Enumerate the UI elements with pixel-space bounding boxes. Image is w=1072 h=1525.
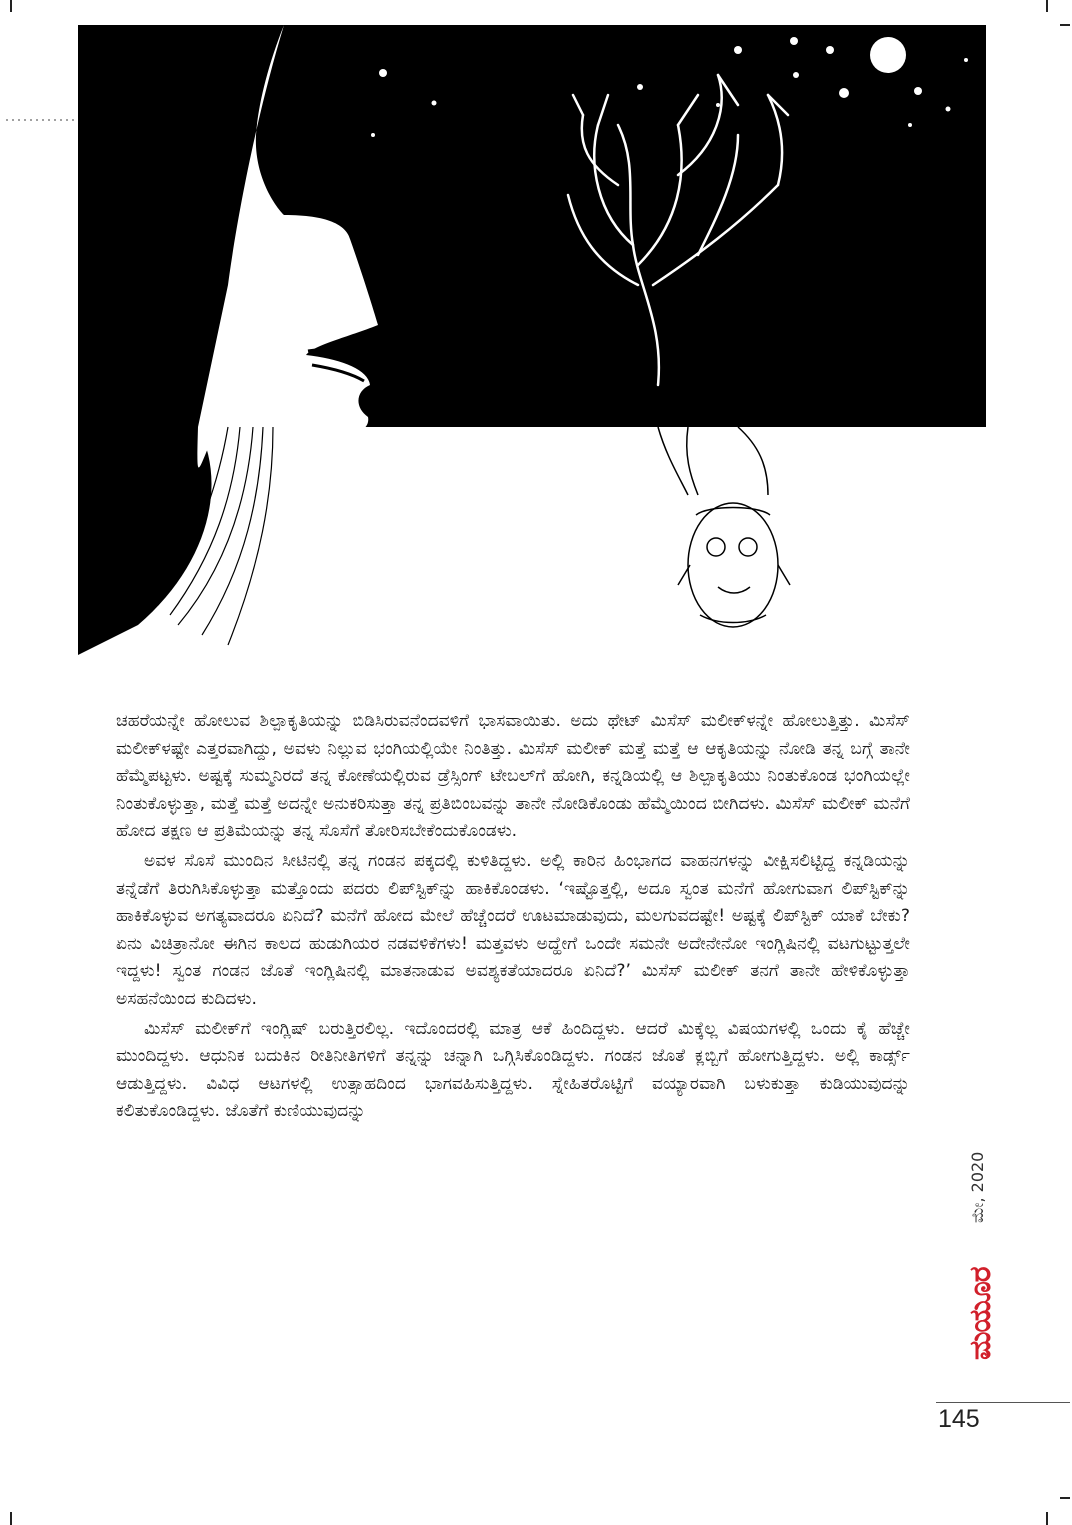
page-number-rule [936,1402,1070,1403]
story-illustration [78,25,986,657]
issue-date: ಮೇ, 2020 [968,1151,987,1223]
article-paragraph: ಮಿಸೆಸ್ ಮಲೀಕ್‌ಗೆ ಇಂಗ್ಲಿಷ್ ಬರುತ್ತಿರಲಿಲ್ಲ. ಇದೊಂದರಲ್ಲಿ ಮಾತ್ರ ಆಕೆ ಹಿಂದಿದ್ದಳು. ಆದರೆ ಮಿಕ್ಕೆಲ್ಲ ವಿಷಯಗಳಲ್ಲಿ ಒಂದು ಕೈ ಹೆಚ್ಚೇ ಮುಂದಿದ್ದಳು. ಆಧುನಿಕ ಬದುಕಿನ ರೀತಿನೀತಿಗಳಿಗೆ ತನ್ನನ್ನು ಚನ್ನಾಗಿ ಒಗ್ಗಿಸಿಕೊಂಡಿದ್ದಳು. ಗಂಡನ ಜೊತೆ ಕ್ಲಬ್ಬಿಗೆ ಹೋಗುತ್ತಿದ್ದಳು. ಅಲ್ಲಿ ಕಾರ್ಡ್ಸ್ ಆಡುತ್ತಿದ್ದಳು. ವಿವಿಧ ಆಟಗಳಲ್ಲಿ ಉತ್ಸಾಹದಿಂದ ಭಾಗವಹಿಸುತ್ತಿದ್ದಳು. ಸ್ನೇಹಿತರೊಟ್ಟಿಗೆ ವಯ್ಯಾರವಾಗಿ ಬಳುಕುತ್ತಾ ಕುಡಿಯುವುದನ್ನು ಕಲಿತುಕೊಂಡಿದ್ದಳು. ಜೊತೆಗೆ ಕುಣಿಯುವುದನ್ನು [116,1018,910,1122]
crop-mark-bottom-left [10,1512,12,1525]
tree-roots [658,427,768,495]
article-body [116,708,910,1128]
article-paragraph: ಚಹರೆಯನ್ನೇ ಹೋಲುವ ಶಿಲ್ಪಾಕೃತಿಯನ್ನು ಬಿಡಿಸಿರುವನೆಂದವಳಿಗೆ ಭಾಸವಾಯಿತು. ಅದು ಥೇಟ್ ಮಿಸೆಸ್ ಮಲೀಕ್‌ಳನ್ನೇ ಹೋಲುತ್ತಿತ್ತು. ಮಿಸೆಸ್ ಮಲೀಕ್‌ಳಷ್ಟೇ ಎತ್ತರವಾಗಿದ್ದು, ಅವಳು ನಿಲ್ಲುವ ಭಂಗಿಯಲ್ಲಿಯೇ ನಿಂತಿತ್ತು. ಮಿಸೆಸ್ ಮಲೀಕ್ ಮತ್ತೆ ಮತ್ತೆ ಆ ಆಕೃತಿಯನ್ನು ನೋಡಿ ತನ್ನ ಬಗ್ಗೆ ತಾನೇ ಹೆಮ್ಮೆಪಟ್ಟಳು. ಅಷ್ಟಕ್ಕೆ ಸುಮ್ಮನಿರದೆ ತನ್ನ ಕೋಣೆಯಲ್ಲಿರುವ ಡ್ರೆಸ್ಸಿಂಗ್ ಟೇಬಲ್‌ಗೆ ಹೋಗಿ, ಕನ್ನಡಿಯಲ್ಲಿ ಆ ಶಿಲ್ಪಾಕೃತಿಯು ನಿಂತುಕೊಂಡ ಭಂಗಿಯಲ್ಲೇ ನಿಂತುಕೊಳ್ಳುತ್ತಾ, ಮತ್ತೆ ಮತ್ತೆ ಅದನ್ನೇ ಅನುಕರಿಸುತ್ತಾ ತನ್ನ ಪ್ರತಿಬಿಂಬವನ್ನು ತಾನೇ ನೋಡಿಕೊಂಡು ಹೆಮ್ಮೆಯಿಂದ ಬೀಗಿದಳು. ಮಿಸೆಸ್ ಮಲೀಕ್ ಮನೆಗೆ ಹೋದ ತಕ್ಷಣ ಆ ಪ್ರತಿಮೆಯನ್ನು ತನ್ನ ಸೊಸೆಗೆ ತೋರಿಸಬೇಕೆಂದುಕೊಂಡಳು. [116,711,910,842]
page-number: 145 [938,1405,980,1433]
crop-mark-top-right [1046,0,1048,12]
crop-mark-right-upper [1060,24,1070,26]
crop-mark-right-lower [1060,1497,1070,1499]
moon-icon [870,37,906,73]
magazine-logo: ಮಯೂರ [963,1267,998,1360]
woman-hair [78,427,212,655]
crop-mark-bottom-right [1046,1512,1048,1525]
crop-mark-top-left [10,0,12,12]
old-man-face [678,503,790,627]
article-paragraph: ಅವಳ ಸೊಸೆ ಮುಂದಿನ ಸೀಟಿನಲ್ಲಿ ತನ್ನ ಗಂಡನ ಪಕ್ಕದಲ್ಲಿ ಕುಳಿತಿದ್ದಳು. ಅಲ್ಲಿ ಕಾರಿನ ಹಿಂಭಾಗದ ವಾಹನಗಳನ್ನು ವೀಕ್ಷಿಸಲಿಟ್ಟಿದ್ದ ಕನ್ನಡಿಯನ್ನು ತನ್ನೆಡೆಗೆ ತಿರುಗಿಸಿಕೊಳ್ಳುತ್ತಾ ಮತ್ತೊಂದು ಪದರು ಲಿಪ್‌ಸ್ಟಿಕ್‌ನ್ನು ಹಾಕಿಕೊಂಡಳು. ‘ಇಷ್ಟೊತ್ತಲ್ಲಿ, ಅದೂ ಸ್ವಂತ ಮನೆಗೆ ಹೋಗುವಾಗ ಲಿಪ್‌ಸ್ಟಿಕ್‌ನ್ನು ಹಾಕಿಕೊಳ್ಳುವ ಅಗತ್ಯವಾದರೂ ಏನಿದೆ? ಮನೆಗೆ ಹೋದ ಮೇಲೆ ಹೆಚ್ಚೆಂದರೆ ಊಟಮಾಡುವುದು, ಮಲಗುವದಷ್ಟೇ! ಅಷ್ಟಕ್ಕೆ ಲಿಪ್‌ಸ್ಟಿಕ್ ಯಾಕೆ ಬೇಕು? ಏನು ವಿಚಿತ್ರಾನೋ ಈಗಿನ ಕಾಲದ ಹುಡುಗಿಯರ ನಡವಳಿಕೆಗಳು! ಮತ್ತವಳು ಅದ್ಹೇಗೆ ಒಂದೇ ಸಮನೇ ಅದೇನೇನೋ ಇಂಗ್ಲಿಷಿನಲ್ಲಿ ವಟಗುಟ್ಟುತ್ತಲೇ ಇದ್ದಳು! ಸ್ವಂತ ಗಂಡನ ಜೊತೆ ಇಂಗ್ಲಿಷಿನಲ್ಲಿ ಮಾತನಾಡುವ ಅವಶ್ಯಕತೆಯಾದರೂ ಏನಿದೆ?’ ಮಿಸೆಸ್ ಮಲೀಕ್ ತನಗೆ ತಾನೇ ಹೇಳಿಕೊಳ್ಳುತ್ತಾ ಅಸಹನೆಯಿಂದ ಕುದಿದಳು. [116,850,910,1009]
dotted-guide-line [4,119,76,121]
